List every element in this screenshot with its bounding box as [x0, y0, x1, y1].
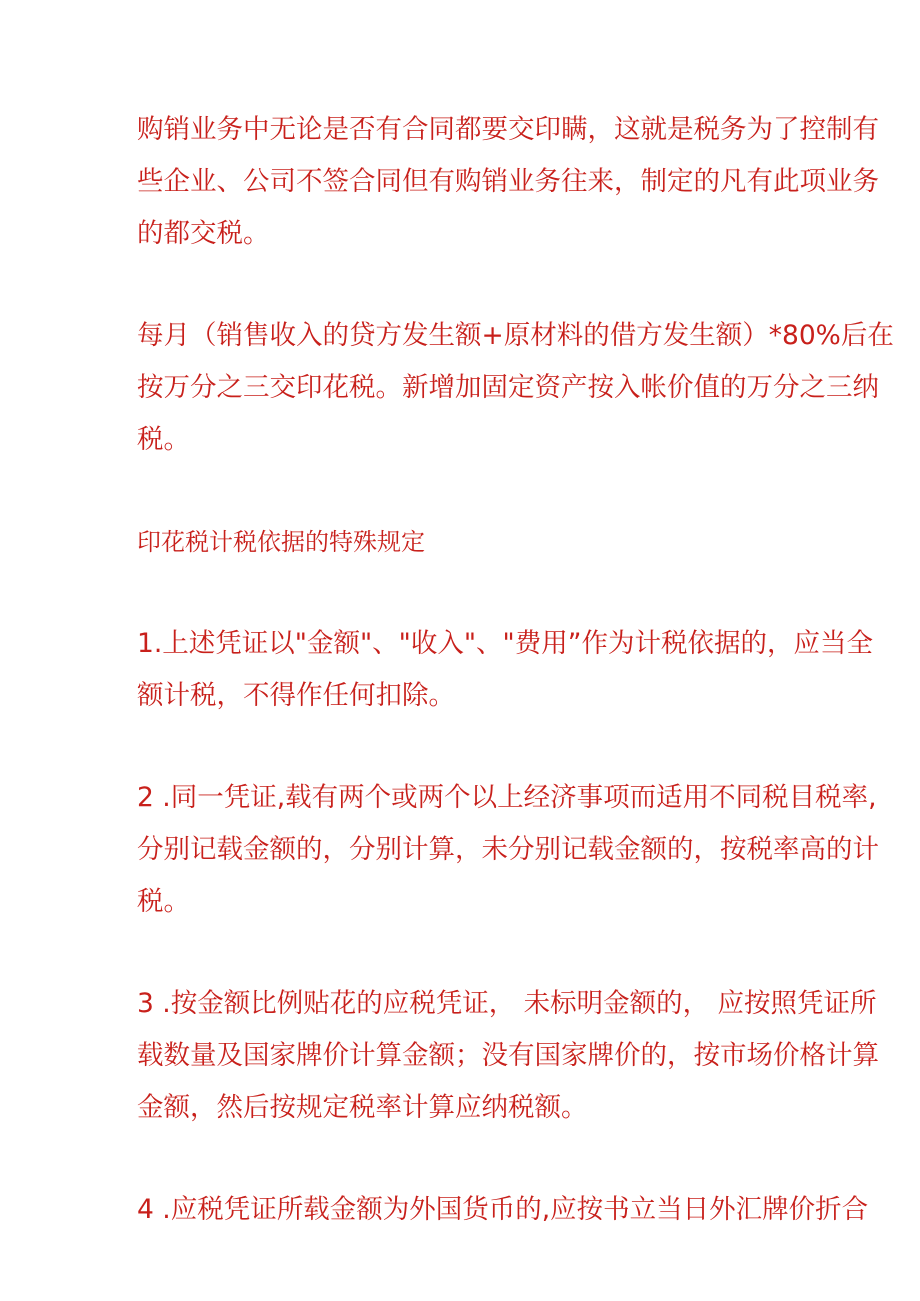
text-line: 额计税，不得作任何扣除。 [137, 680, 455, 711]
rule-1 [137, 618, 873, 722]
text-line: 载数量及国家牌价计算金额；没有国家牌价的，按市场价格计算 [137, 1040, 879, 1071]
text-line: 些企业、公司不签合同但有购销业务往来，制定的凡有此项业务 [137, 166, 879, 197]
text-line: 1.上述凭证以"金额"、"收入"、"费用”作为计税依据的，应当全 [137, 628, 873, 659]
text-line: 购销业务中无论是否有合同都要交印瞒，这就是税务为了控制有 [137, 114, 879, 145]
rule-4 [137, 1184, 869, 1236]
rule-2 [137, 772, 879, 928]
rule-3 [137, 978, 879, 1134]
text-line: 的都交税。 [137, 218, 270, 249]
document-page [137, 104, 894, 1286]
text-line: 税。 [137, 886, 190, 917]
text-line: 分别记载金额的，分别计算，未分别记载金额的，按税率高的计 [137, 834, 879, 865]
text-line: 3 .按金额比例贴花的应税凭证， 未标明金额的， 应按照凭证所 [137, 988, 877, 1019]
text-line: 每月（销售收入的贷方发生额+原材料的借方发生额）*80%后在 [137, 320, 894, 351]
section-heading: 印花税计税依据的特殊规定 [137, 528, 425, 556]
text-line: 按万分之三交印花税。新增加固定资产按入帐价值的万分之三纳 [137, 372, 879, 403]
text-line: 4 .应税凭证所载金额为外国货币的,应按书立当日外汇牌价折合 [137, 1194, 869, 1225]
paragraph-monthly [137, 310, 894, 466]
text-line: 金额，然后按规定税率计算应纳税额。 [137, 1092, 588, 1123]
paragraph-intro [137, 104, 879, 260]
text-line: 税。 [137, 424, 190, 455]
text-line: 2 .同一凭证,载有两个或两个以上经济事项而适用不同税目税率, [137, 782, 877, 813]
